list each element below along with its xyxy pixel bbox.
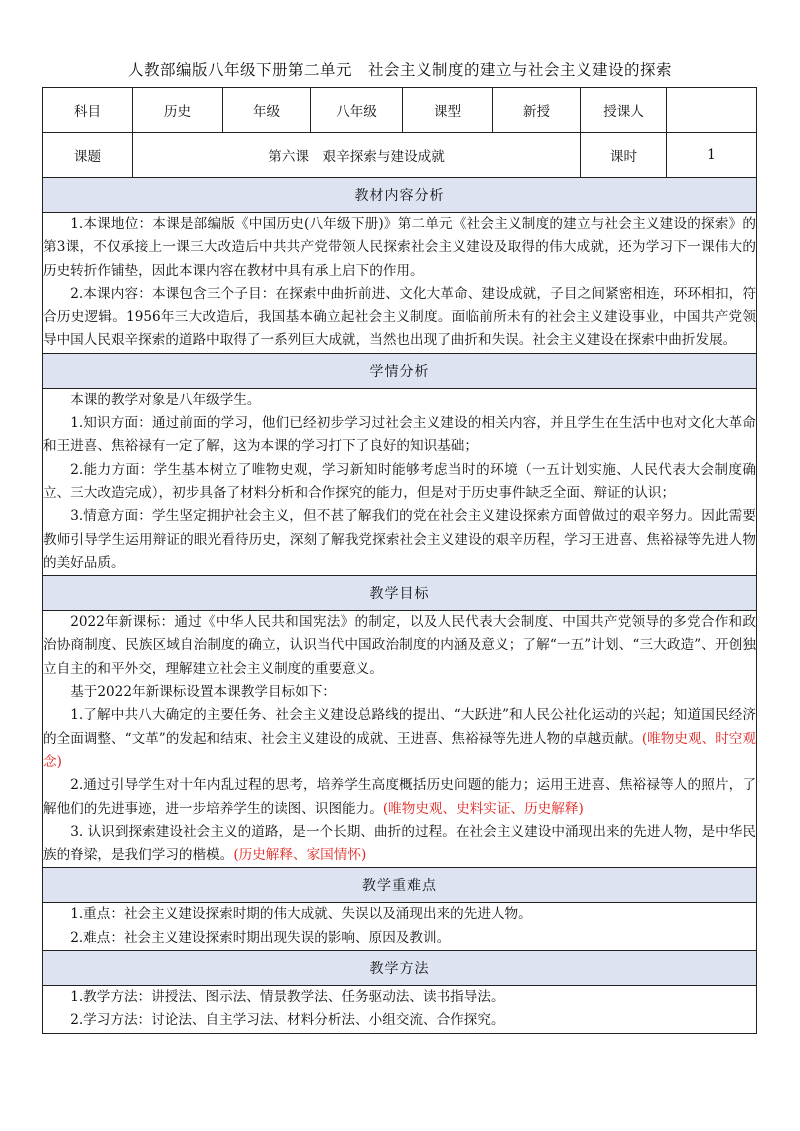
type-value: 新授 <box>493 88 581 133</box>
section-title: 教材内容分析 <box>43 178 757 213</box>
goal-text: 1.了解中共八大确定的主要任务、社会主义建设总路线的提出、“大跃进”和人民公社化运动的兴起；知道国民经济的全面调整、“文革”的发起和结束、社会主义建设的成就、王进喜、焦裕禄等先进人物的卓越贡献。 <box>43 707 756 747</box>
type-label: 课型 <box>403 88 493 133</box>
grade-label: 年级 <box>223 88 311 133</box>
paragraph: 2022年新课标：通过《中华人民共和国宪法》的制定，以及人民代表大会制度、中国共产党领导的多党合作和政治协商制度、民族区域自治制度的确立，认识当代中国政治制度的内涵及意义；了解“一五”计划、“三大政造”、开创独立自主的和平外交，理解建立社会主义制度的重要意义。 <box>43 614 756 677</box>
section-header-methods <box>43 951 757 986</box>
section-header-learners <box>43 353 757 388</box>
paragraph: 1.教学方法：讲授法、图示法、情景教学法、任务驱动法、读书指导法。 <box>70 989 505 1006</box>
paragraph: 基于2022年新课标设置本课教学目标如下： <box>70 684 336 701</box>
paragraph: 3.情意方面：学生坚定拥护社会主义，但不甚了解我们的党在社会主义建设探索方面曾做过的艰辛努力。因此需要教师引导学生运用辩证的眼光看待历史，深刻了解我党探索社会主义建设的艰辛历程，学习王进喜、焦裕禄等先进人物的美好品质。 <box>43 508 756 571</box>
goal-item <box>43 774 756 821</box>
teacher-value <box>667 88 757 133</box>
section-body-learners <box>43 388 757 575</box>
paragraph: 1.本课地位：本课是部编版《中国历史(八年级下册)》第二单元《社会主义制度的建立与社会主义建设的探索》的第3课，不仅承接上一课三大改造后中共共产党带领人民探索社会主义建设及取得的伟大成就，还为学习下一课伟大的历史转折作铺垫，因此本课内容在教材中具有承上启下的作用。 <box>43 216 756 279</box>
paragraph: 2.学习方法：讨论法、自主学习法、材料分析法、小组交流、合作探究。 <box>70 1012 505 1029</box>
paragraph: 1.知识方面：通过前面的学习，他们已经初步学习过社会主义建设的相关内容，并且学生在生活中也对文化大革命和王进喜、焦裕禄有一定了解，这为本课的学习打下了良好的知识基础； <box>43 415 756 455</box>
section-title: 学情分析 <box>43 353 757 388</box>
paragraph: 2.难点：社会主义建设探索时期出现失误的影响、原因及教训。 <box>70 929 451 946</box>
goal-text: 3. 认识到探索建设社会主义的道路，是一个长期、曲折的过程。在社会主义建设中涌现出来的先进人物，是中华民族的脊梁，是我们学习的楷模。 <box>43 823 756 864</box>
competency-tag: (唯物史观、史料实证、历史解释) <box>382 800 584 817</box>
document-title: 人教部编版八年级下册第二单元 社会主义制度的建立与社会主义建设的探索 <box>127 61 672 79</box>
lesson-plan-table <box>42 87 757 1034</box>
teacher-label: 授课人 <box>581 88 667 133</box>
paragraph: 2.能力方面：学生基本树立了唯物史观，学习新知时能够考虑当时的环境（一五计划实施、人民代表大会制度确立、三大改造完成），初步具备了材料分析和合作探究的能力，但是对于历史事件缺乏全面、辩证的认识； <box>43 461 756 501</box>
hours-value: 1 <box>667 133 757 178</box>
paragraph: 2.本课内容：本课包含三个子目：在探索中曲折前进、文化大革命、建设成就，子目之间紧密相连，环环相扣，符合历史逻辑。1956年三大改造后，我国基本确立起社会主义制度。面临前所未有的社会主义建设事业，中国共产党领导中国人民艰辛探索的道路中取得了一系列巨大成就，当然也出现了曲折和失误。社会主义建设在探索中曲折发展。 <box>43 285 756 349</box>
hours-label: 课时 <box>581 133 667 178</box>
goal-item <box>43 821 756 868</box>
goal-text: 2.通过引导学生对十年内乱过程的思考，培养学生高度概括历史问题的能力；运用王进喜、焦裕禄等人的照片，了解他们的先进事迹，进一步培养学生的读图、识图能力。 <box>43 777 756 817</box>
subject-value: 历史 <box>133 88 223 133</box>
section-header-keypoints <box>43 868 757 903</box>
goal-item <box>43 704 756 774</box>
section-header-goals <box>43 576 757 611</box>
paragraph: 1.重点：社会主义建设探索时期的伟大成就、失误以及涌现出来的先进人物。 <box>70 906 532 923</box>
section-body-textbook <box>43 213 757 354</box>
topic-label: 课题 <box>43 133 133 178</box>
competency-tag: (历史解释、家国情怀) <box>233 847 367 864</box>
header-row-2 <box>43 133 757 178</box>
section-header-textbook <box>43 178 757 213</box>
competency-tag: (唯物史观、时空观念) <box>43 730 756 770</box>
section-title: 教学重难点 <box>43 868 757 903</box>
section-body-methods <box>43 986 757 1034</box>
section-title: 教学方法 <box>43 951 757 986</box>
paragraph: 本课的教学对象是八年级学生。 <box>70 391 261 408</box>
section-body-keypoints <box>43 903 757 951</box>
section-body-goals <box>43 611 757 868</box>
header-row-1 <box>43 88 757 133</box>
grade-value: 八年级 <box>311 88 403 133</box>
topic-value: 第六课 艰辛探索与建设成就 <box>133 133 581 178</box>
subject-label: 科目 <box>43 88 133 133</box>
section-title: 教学目标 <box>43 576 757 611</box>
